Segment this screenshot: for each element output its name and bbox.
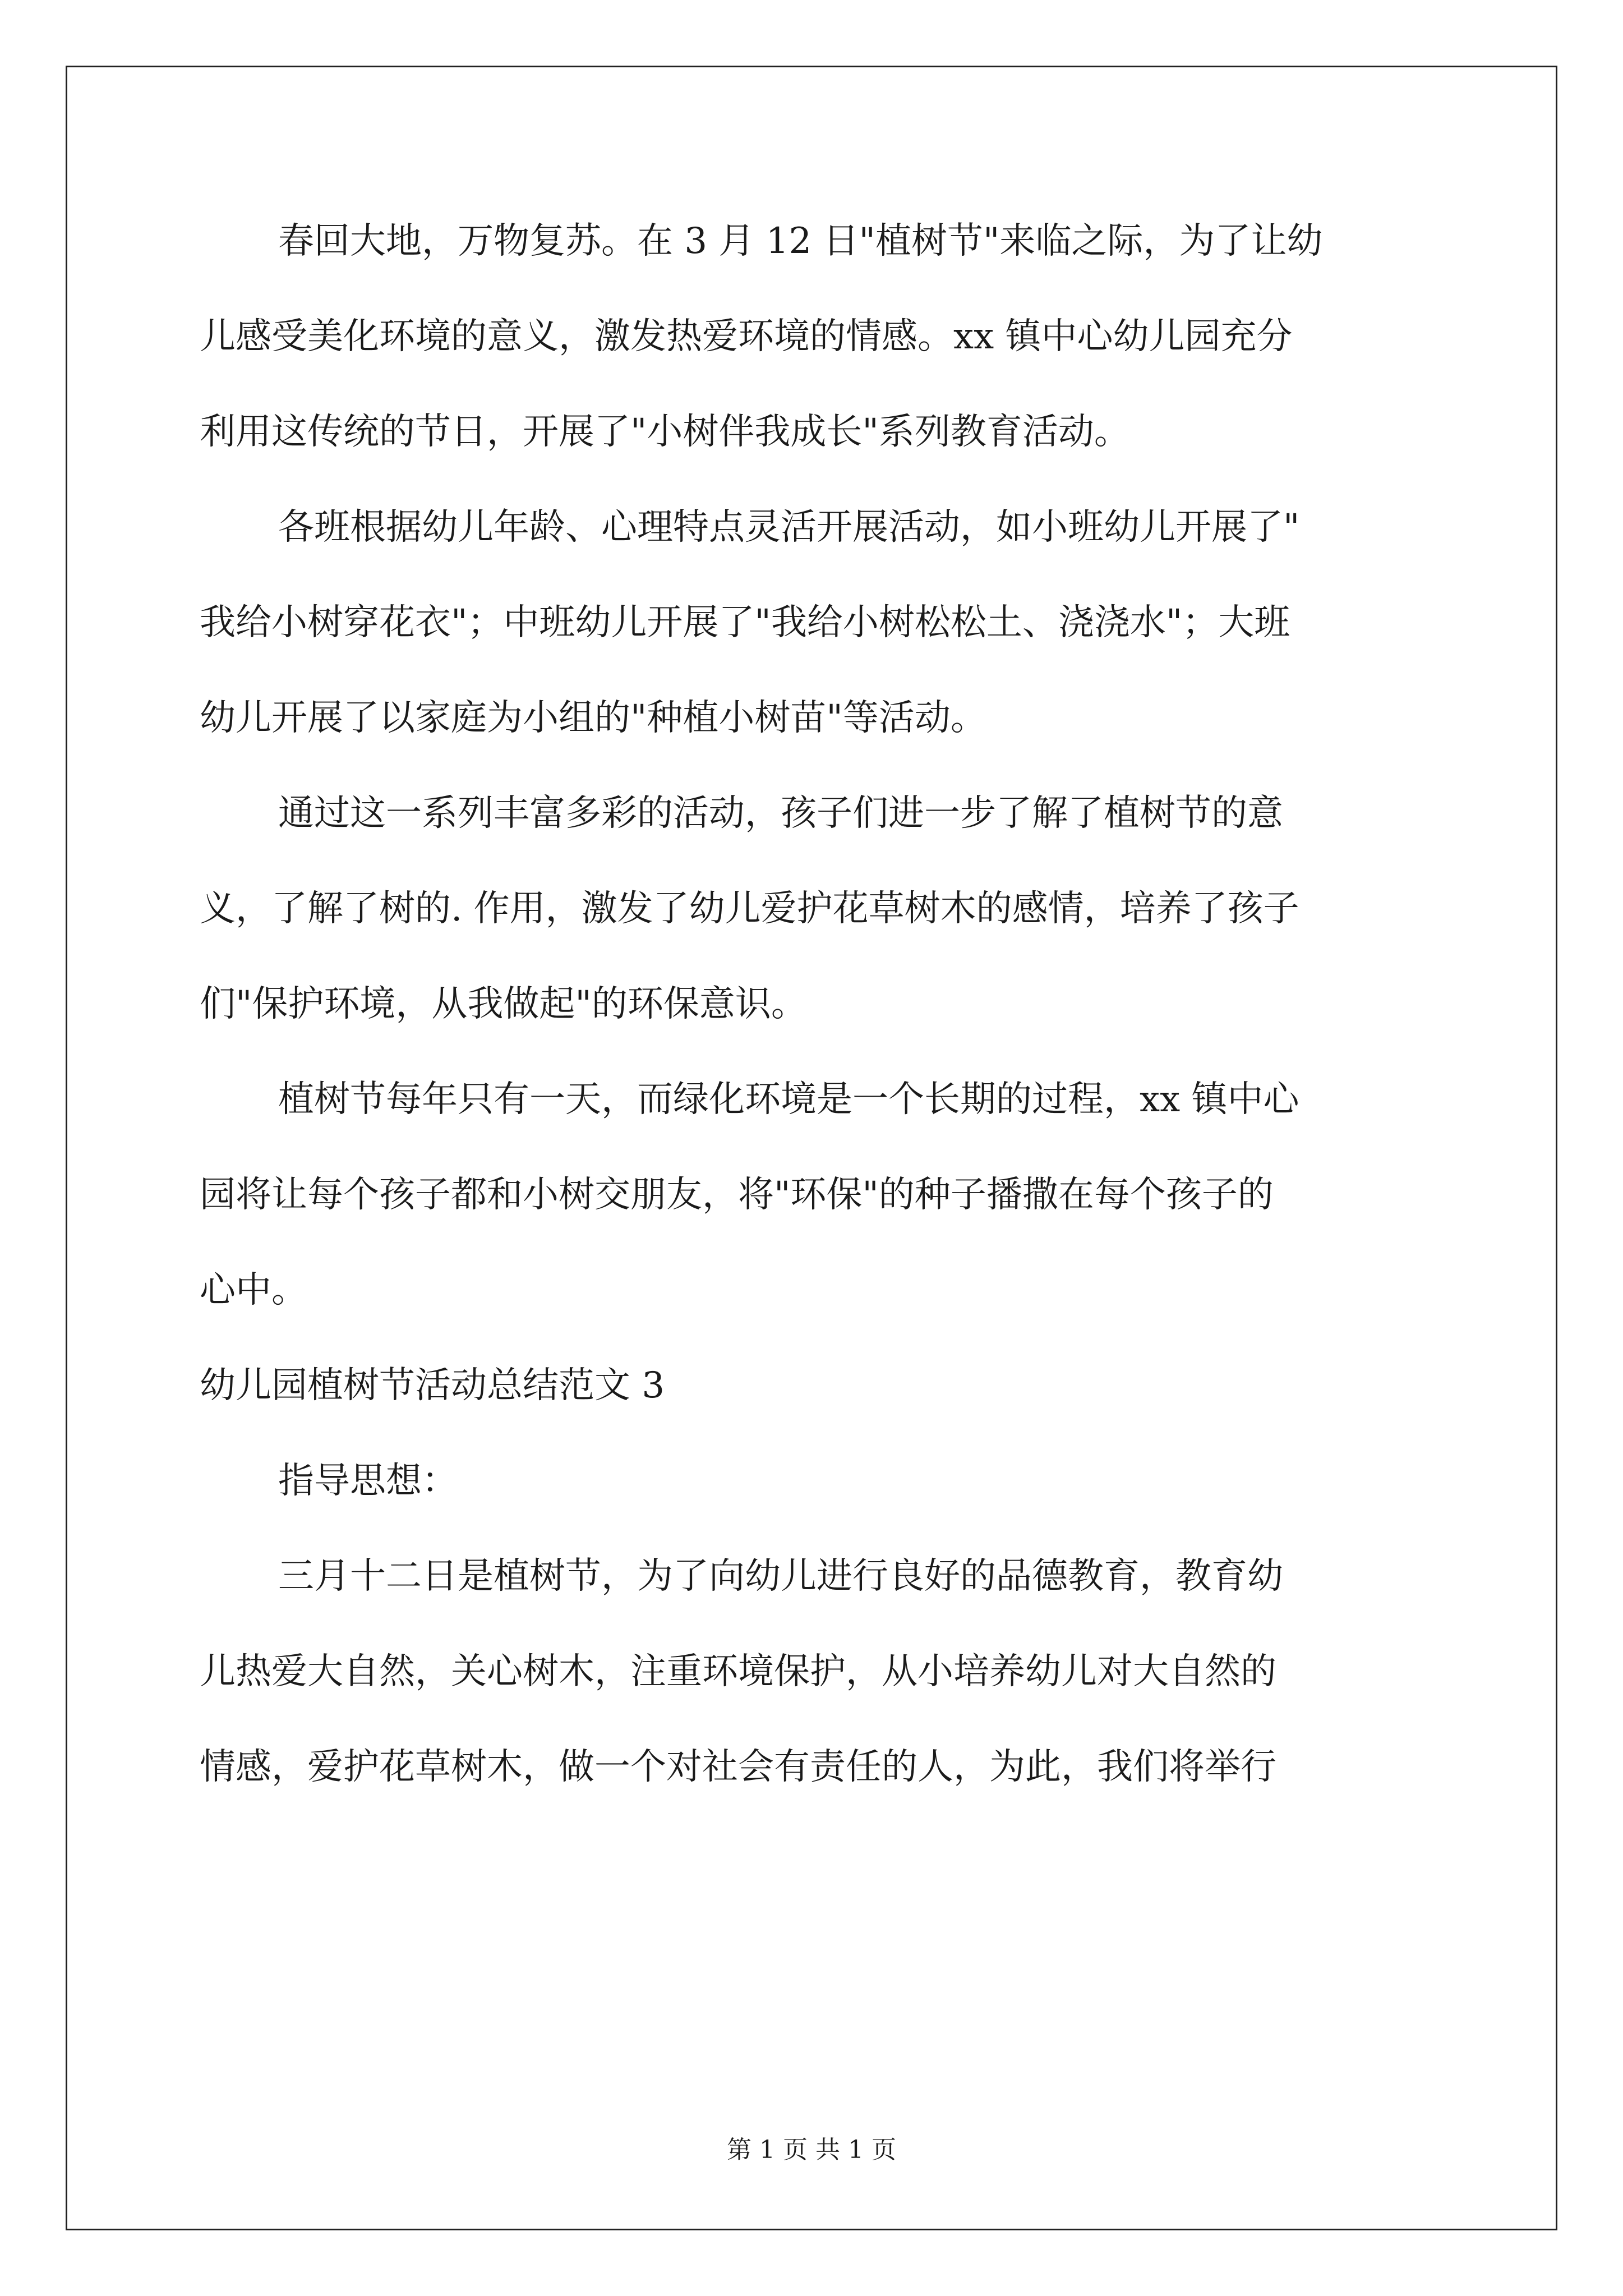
paragraph-4-line-3: 心中。: [200, 1269, 307, 1311]
page-border: [66, 66, 1557, 2230]
paragraph-2-line-1: 各班根据幼儿年龄、心理特点灵活开展活动，如小班幼儿开展了": [278, 507, 1300, 548]
paragraph-3-line-3: 们"保护环境，从我做起"的环保意识。: [200, 983, 807, 1025]
paragraph-4-line-2: 园将让每个孩子都和小树交朋友，将"环保"的种子播撒在每个孩子的: [200, 1174, 1274, 1216]
paragraph-1-line-1: 春回大地，万物复苏。在 3 月 12 日"植树节"来临之际，为了让幼: [278, 220, 1323, 262]
paragraph-3-line-2: 义，了解了树的. 作用，激发了幼儿爱护花草树木的感情，培养了孩子: [200, 888, 1299, 930]
paragraph-5-line-1: 三月十二日是植树节，为了向幼儿进行良好的品德教育，教育幼: [278, 1556, 1283, 1597]
paragraph-5-line-3: 情感，爱护花草树木，做一个对社会有责任的人，为此，我们将举行: [200, 1746, 1276, 1788]
subheading-guiding-thought: 指导思想：: [278, 1460, 458, 1502]
paragraph-1-line-3: 利用这传统的节日，开展了"小树伴我成长"系列教育活动。: [200, 411, 1130, 453]
paragraph-3-line-1: 通过这一系列丰富多彩的活动，孩子们进一步了解了植树节的意: [278, 793, 1283, 834]
page-footer: 第 1 页 共 1 页: [727, 2136, 896, 2164]
paragraph-2-line-3: 幼儿开展了以家庭为小组的"种植小树苗"等活动。: [200, 697, 986, 739]
paragraph-4-line-1: 植树节每年只有一天，而绿化环境是一个长期的过程，xx 镇中心: [278, 1079, 1299, 1120]
paragraph-1-line-2: 儿感受美化环境的意义，激发热爱环境的情感。xx 镇中心幼儿园充分: [200, 316, 1293, 357]
section-heading: 幼儿园植树节活动总结范文 3: [200, 1365, 665, 1406]
paragraph-2-line-2: 我给小树穿花衣"；中班幼儿开展了"我给小树松松土、浇浇水"；大班: [200, 602, 1290, 643]
paragraph-5-line-2: 儿热爱大自然，关心树木，注重环境保护，从小培养幼儿对大自然的: [200, 1651, 1276, 1692]
